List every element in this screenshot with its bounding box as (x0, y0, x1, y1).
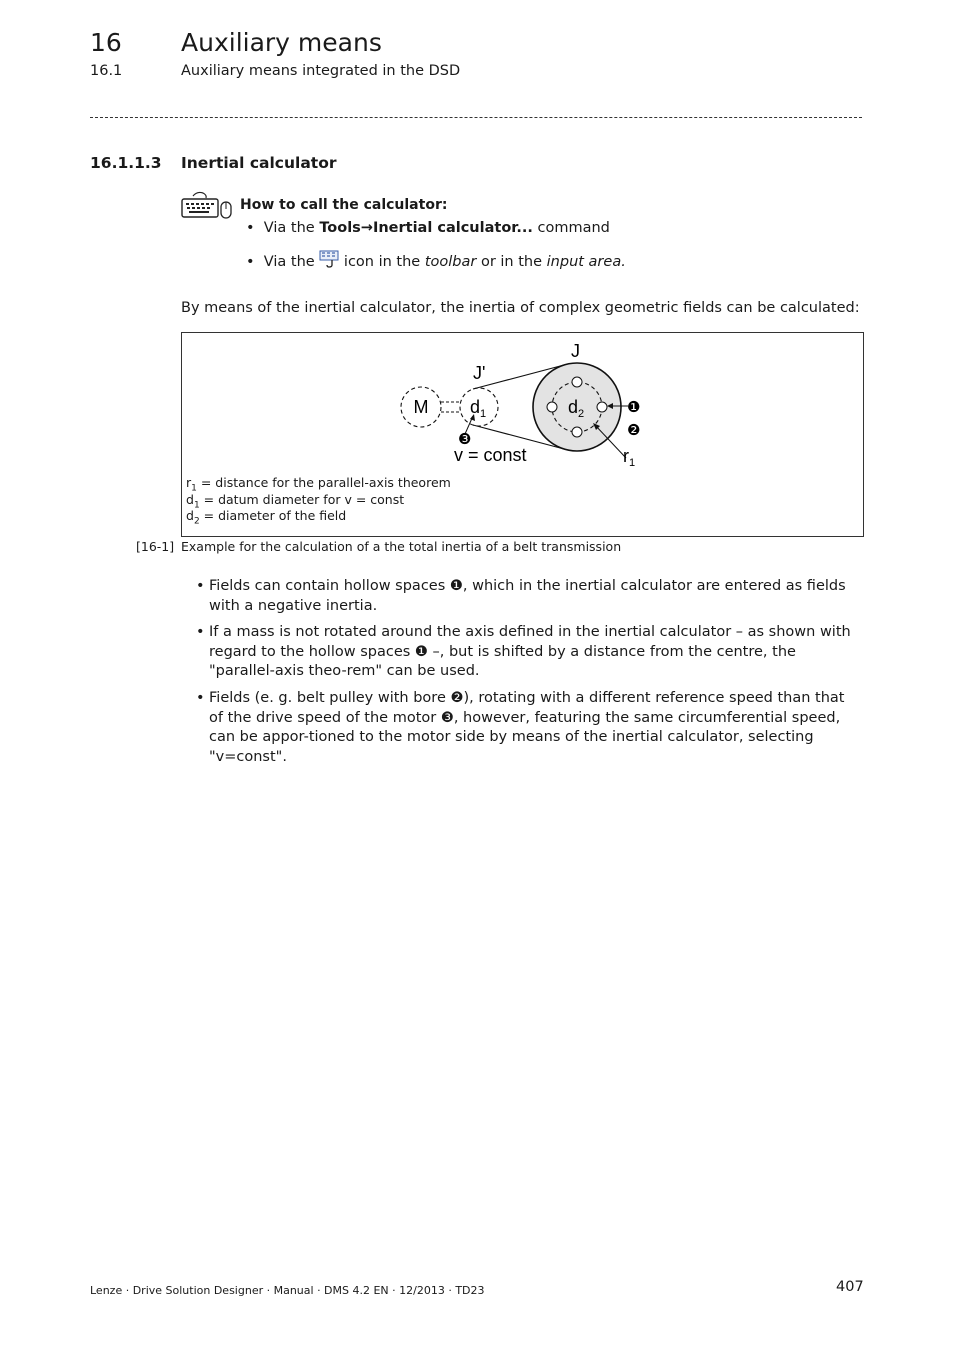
header-divider (90, 117, 862, 118)
hollow-space (597, 402, 607, 412)
hollow-space (572, 377, 582, 387)
hollow-space (547, 402, 557, 412)
input-area-term: input area. (546, 254, 626, 270)
howto-bullet-menu-command (246, 220, 610, 236)
d1-label: $d_1$ (470, 397, 487, 420)
list-item-text: If a mass is not rotated around the axis defined in the inertial calculator – as shown with regard to the hollow spaces ❶ –, but is shifted by a distance from the centre, the "parallel-axis theo-rem" can be used. (209, 624, 851, 679)
belt-transmission-diagram (181, 332, 864, 472)
section-title: Auxiliary means integrated in the DSD (181, 63, 461, 79)
chapter-title: Auxiliary means (181, 28, 382, 57)
intro-paragraph: By means of the inertial calculator, the inertia of complex geometric fields can be calculated: (181, 300, 860, 316)
legend-d2: $d_2$ = diameter of the field (186, 508, 347, 527)
bullet-symbol: • (246, 254, 255, 270)
marker-2: ❷ (627, 421, 641, 439)
j-prime-label: J' (473, 363, 486, 383)
legend-r1: $r_1$ = distance for the parallel-axis theorem (186, 475, 451, 494)
j-label: J (571, 341, 580, 361)
legend-d1: $d_1$ = datum diameter for v = const (186, 492, 405, 511)
v-const-label: v = const (454, 445, 527, 465)
toolbar-term: toolbar (424, 254, 477, 270)
howto-bullet2-pre: Via the (263, 254, 320, 270)
hollow-space (572, 427, 582, 437)
bullet-symbol: • (246, 220, 255, 236)
marker-3: ❸ (458, 430, 472, 448)
section-number: 16.1 (90, 63, 123, 79)
list-item-text: Fields can contain hollow spaces ❶, which in the inertial calculator are entered as fields with a negative inertia. (209, 578, 846, 614)
bullet-symbol: • (196, 690, 205, 706)
menu-path: Tools→Inertial calculator... (319, 220, 533, 236)
motor-label: M (413, 397, 429, 417)
figure-number: [16-1] (136, 539, 175, 554)
d2-label: $d_2$ (568, 397, 585, 420)
howto-bullet-toolbar-icon (246, 250, 626, 270)
subsection-number: 16.1.1.3 (90, 154, 162, 172)
keyboard-mouse-icon (181, 190, 235, 220)
subsection-title: Inertial calculator (181, 154, 337, 172)
howto-bullet2-mid1: icon in the (339, 254, 425, 270)
r1-label: $r_1$ (623, 446, 636, 469)
bullet-symbol: • (196, 624, 205, 640)
list-item-text: Fields (e. g. belt pulley with bore ❷), rotating with a different reference speed than that of the drive speed of the motor ❸, however, featuring the same circumferential speed, can be appor-tioned to the motor side by means of the inertial calculator, selecting "v=const". (209, 690, 845, 765)
howto-bullet1-pre: Via the (263, 220, 320, 236)
chapter-number: 16 (90, 28, 122, 57)
marker-1: ❶ (627, 398, 641, 416)
figure-caption: Example for the calculation of a the total inertia of a belt transmission (181, 539, 622, 554)
howto-bullet1-post: command (532, 220, 610, 236)
footer-text: Lenze · Drive Solution Designer · Manual · DMS 4.2 EN · 12/2013 · TD23 (90, 1284, 485, 1297)
page-number: 407 (836, 1279, 864, 1295)
howto-bullet2-mid2: or in the (476, 254, 547, 270)
howto-title: How to call the calculator: (240, 197, 448, 213)
inertial-calculator-icon (319, 250, 339, 268)
bullet-symbol: • (196, 578, 205, 594)
